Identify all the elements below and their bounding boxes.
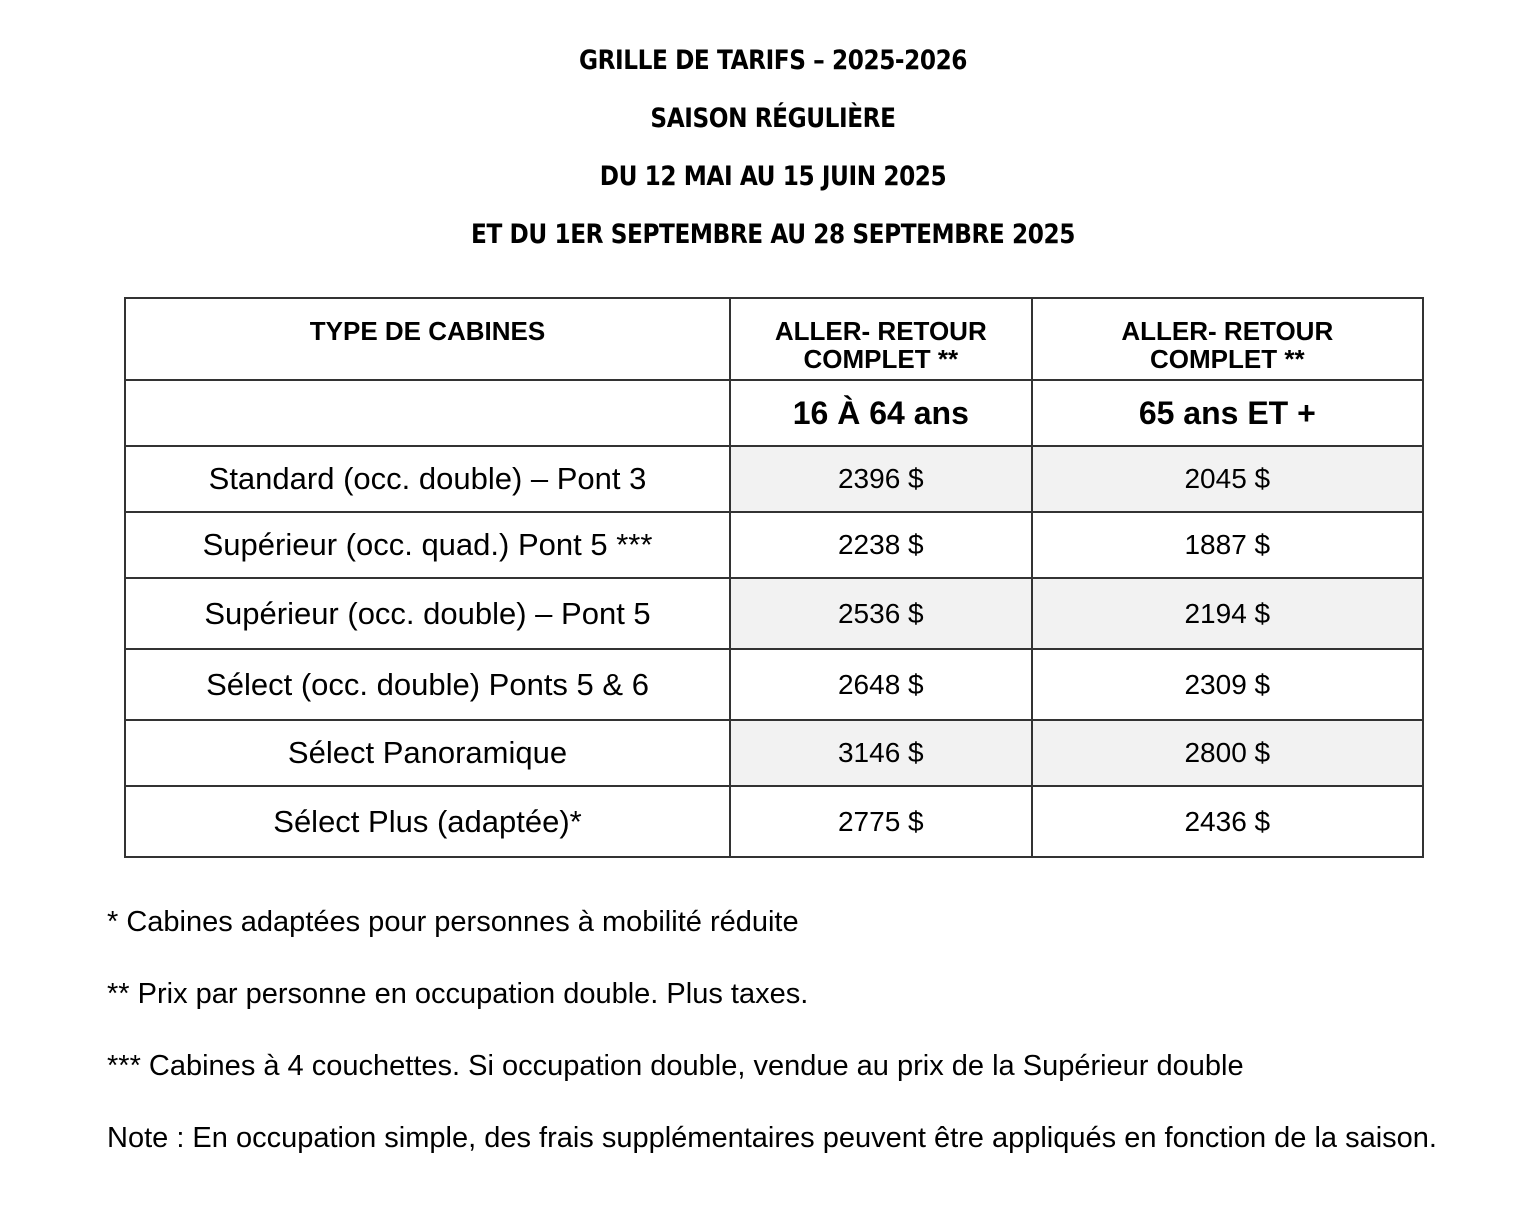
table-row xyxy=(125,446,1423,512)
table-header-row xyxy=(125,298,1423,380)
table-row xyxy=(125,512,1423,578)
price-16-64: 2238 $ xyxy=(730,512,1032,578)
footnote-single-asterisk: * Cabines adaptées pour personnes à mobilité réduite xyxy=(107,906,799,938)
footnote-single-occupancy: Note : En occupation simple, des frais supplémentaires peuvent être appliqués en fonction de la saison. xyxy=(107,1122,1437,1154)
column-header-line2: COMPLET ** xyxy=(1150,344,1305,374)
table-row xyxy=(125,649,1423,720)
footnote-double-asterisk: ** Prix par personne en occupation double. Plus taxes. xyxy=(107,978,809,1010)
footnotes xyxy=(107,905,1447,1193)
page-title: GRILLE DE TARIFS – 2025-2026 xyxy=(578,45,968,76)
cabin-name: Supérieur (occ. quad.) Pont 5 *** xyxy=(125,512,730,578)
price-65-plus: 2194 $ xyxy=(1032,578,1423,649)
age-group-65-plus: 65 ans ET + xyxy=(1032,380,1423,446)
footnote-triple-asterisk: *** Cabines à 4 couchettes. Si occupation double, vendue au prix de la Supérieur double xyxy=(107,1050,1244,1082)
table-row xyxy=(125,786,1423,857)
age-group-row xyxy=(125,380,1423,446)
column-header-cabin-type: TYPE DE CABINES xyxy=(125,298,730,380)
price-16-64: 2396 $ xyxy=(730,446,1032,512)
column-header-line1: ALLER- RETOUR xyxy=(774,316,987,346)
cabin-name: Standard (occ. double) – Pont 3 xyxy=(125,446,730,512)
rates-table xyxy=(124,297,1424,858)
price-65-plus: 2800 $ xyxy=(1032,720,1423,786)
price-65-plus: 1887 $ xyxy=(1032,512,1423,578)
age-group-16-64: 16 À 64 ans xyxy=(730,380,1032,446)
table-row xyxy=(125,578,1423,649)
price-16-64: 2648 $ xyxy=(730,649,1032,720)
cabin-name: Sélect Plus (adaptée)* xyxy=(125,786,730,857)
column-header-line1: ALLER- RETOUR xyxy=(1121,316,1334,346)
cabin-name: Sélect (occ. double) Ponts 5 & 6 xyxy=(125,649,730,720)
cabin-name: Sélect Panoramique xyxy=(125,720,730,786)
price-65-plus: 2436 $ xyxy=(1032,786,1423,857)
price-16-64: 3146 $ xyxy=(730,720,1032,786)
age-group-empty-cell xyxy=(125,380,730,446)
column-header-65-plus xyxy=(1032,298,1423,380)
document-header xyxy=(0,38,1536,270)
price-65-plus: 2309 $ xyxy=(1032,649,1423,720)
cabin-name: Supérieur (occ. double) – Pont 5 xyxy=(125,578,730,649)
period-line-2: ET DU 1ER SEPTEMBRE AU 28 SEPTEMBRE 2025 xyxy=(471,219,1075,250)
price-65-plus: 2045 $ xyxy=(1032,446,1423,512)
price-16-64: 2536 $ xyxy=(730,578,1032,649)
table-row xyxy=(125,720,1423,786)
price-16-64: 2775 $ xyxy=(730,786,1032,857)
column-header-line2: COMPLET ** xyxy=(803,344,959,374)
column-header-16-64 xyxy=(730,298,1032,380)
season-title: SAISON RÉGULIÈRE xyxy=(650,103,896,134)
period-line-1: DU 12 MAI AU 15 JUIN 2025 xyxy=(599,161,947,192)
